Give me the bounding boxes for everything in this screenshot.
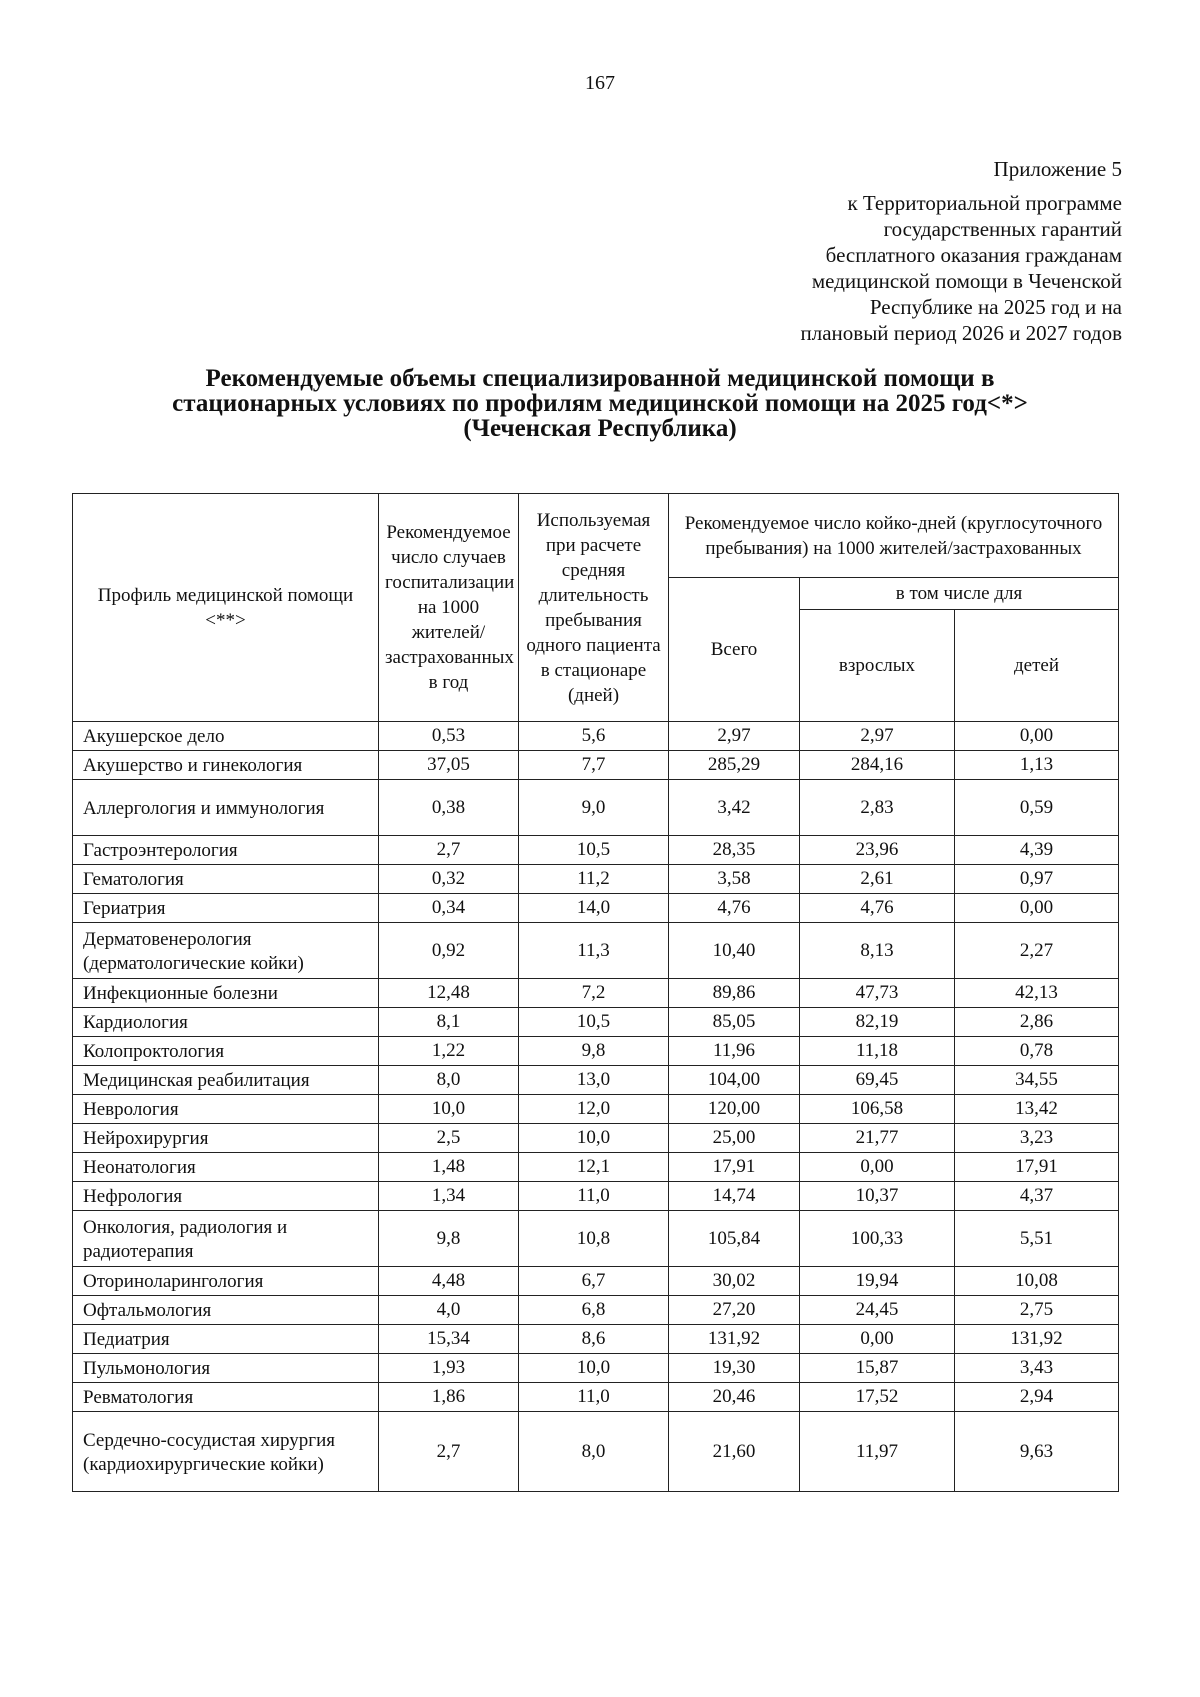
table-row xyxy=(73,1267,1119,1296)
adults-cell: 2,97 xyxy=(800,722,955,751)
page-number: 167 xyxy=(585,72,615,94)
profile-name-cell: Педиатрия xyxy=(73,1325,379,1354)
document-title xyxy=(100,366,1100,441)
adults-cell: 8,13 xyxy=(800,923,955,979)
cases-cell: 10,0 xyxy=(379,1095,519,1124)
header-avg-length: Используемая при расчете средняя длительность пребывания одного пациента в стационаре (дней) xyxy=(519,494,669,722)
table-row xyxy=(73,1095,1119,1124)
cases-cell: 8,1 xyxy=(379,1008,519,1037)
avg-cell: 10,5 xyxy=(519,1008,669,1037)
cases-cell: 1,48 xyxy=(379,1153,519,1182)
adults-cell: 21,77 xyxy=(800,1124,955,1153)
children-cell: 10,08 xyxy=(955,1267,1119,1296)
adults-cell: 106,58 xyxy=(800,1095,955,1124)
volumes-table xyxy=(72,493,1119,1492)
appendix-line: медицинской помощи в Чеченской xyxy=(811,269,1122,293)
profile-name-cell: Гематология xyxy=(73,865,379,894)
profile-name-cell: Гастроэнтерология xyxy=(73,836,379,865)
adults-cell: 47,73 xyxy=(800,979,955,1008)
profile-name-cell: Гериатрия xyxy=(73,894,379,923)
children-cell: 42,13 xyxy=(955,979,1119,1008)
total-cell: 4,76 xyxy=(669,894,800,923)
total-cell: 2,97 xyxy=(669,722,800,751)
children-cell: 1,13 xyxy=(955,751,1119,780)
avg-cell: 5,6 xyxy=(519,722,669,751)
table-row xyxy=(73,923,1119,979)
appendix-line: к Территориальной программе xyxy=(847,191,1122,215)
total-cell: 11,96 xyxy=(669,1037,800,1066)
adults-cell: 10,37 xyxy=(800,1182,955,1211)
children-cell: 0,00 xyxy=(955,722,1119,751)
cases-cell: 12,48 xyxy=(379,979,519,1008)
header-including: в том числе для xyxy=(800,578,1119,610)
avg-cell: 11,0 xyxy=(519,1182,669,1211)
avg-cell: 10,8 xyxy=(519,1211,669,1267)
profile-name-cell: Кардиология xyxy=(73,1008,379,1037)
avg-cell: 6,7 xyxy=(519,1267,669,1296)
table-row xyxy=(73,1008,1119,1037)
table-row xyxy=(73,1124,1119,1153)
total-cell: 285,29 xyxy=(669,751,800,780)
avg-cell: 12,1 xyxy=(519,1153,669,1182)
total-cell: 104,00 xyxy=(669,1066,800,1095)
adults-cell: 2,61 xyxy=(800,865,955,894)
adults-cell: 69,45 xyxy=(800,1066,955,1095)
children-cell: 4,37 xyxy=(955,1182,1119,1211)
cases-cell: 37,05 xyxy=(379,751,519,780)
profile-name-cell: Офтальмология xyxy=(73,1296,379,1325)
appendix-line: плановый период 2026 и 2027 годов xyxy=(800,321,1122,345)
avg-cell: 14,0 xyxy=(519,894,669,923)
children-cell: 2,27 xyxy=(955,923,1119,979)
table-row xyxy=(73,751,1119,780)
avg-cell: 7,2 xyxy=(519,979,669,1008)
cases-cell: 0,53 xyxy=(379,722,519,751)
cases-cell: 1,34 xyxy=(379,1182,519,1211)
table-row xyxy=(73,1182,1119,1211)
table-row xyxy=(73,1066,1119,1095)
profile-name-cell: Ревматология xyxy=(73,1383,379,1412)
header-cases: Рекомендуемое число случаев госпитализации на 1000 жителей/застрахованных в год xyxy=(379,494,519,722)
adults-cell: 24,45 xyxy=(800,1296,955,1325)
total-cell: 3,58 xyxy=(669,865,800,894)
table-row xyxy=(73,979,1119,1008)
table-row xyxy=(73,1296,1119,1325)
table-row xyxy=(73,1325,1119,1354)
children-cell: 0,00 xyxy=(955,894,1119,923)
profile-name-cell: Медицинская реабилитация xyxy=(73,1066,379,1095)
children-cell: 2,94 xyxy=(955,1383,1119,1412)
avg-cell: 11,3 xyxy=(519,923,669,979)
avg-cell: 9,0 xyxy=(519,780,669,836)
cases-cell: 15,34 xyxy=(379,1325,519,1354)
cases-cell: 0,34 xyxy=(379,894,519,923)
total-cell: 30,02 xyxy=(669,1267,800,1296)
header-adults: взрослых xyxy=(800,610,955,722)
cases-cell: 1,93 xyxy=(379,1354,519,1383)
profile-name-cell: Акушерство и гинекология xyxy=(73,751,379,780)
table-row xyxy=(73,722,1119,751)
table-row xyxy=(73,1354,1119,1383)
total-cell: 105,84 xyxy=(669,1211,800,1267)
title-line: (Чеченская Республика) xyxy=(463,415,737,442)
appendix-line: государственных гарантий xyxy=(883,217,1122,241)
cases-cell: 9,8 xyxy=(379,1211,519,1267)
avg-cell: 10,5 xyxy=(519,836,669,865)
title-line: Рекомендуемые объемы специализированной медицинской помощи в xyxy=(205,365,995,392)
table-header xyxy=(73,494,1119,722)
children-cell: 5,51 xyxy=(955,1211,1119,1267)
header-bed-days: Рекомендуемое число койко-дней (круглосуточного пребывания) на 1000 жителей/застрахованных xyxy=(669,494,1119,578)
table-row xyxy=(73,1211,1119,1267)
header-children: детей xyxy=(955,610,1119,722)
cases-cell: 8,0 xyxy=(379,1066,519,1095)
profile-name-cell: Аллергология и иммунология xyxy=(73,780,379,836)
profile-name-cell: Онкология, радиология и радиотерапия xyxy=(73,1211,379,1267)
profile-name-cell: Неонатология xyxy=(73,1153,379,1182)
children-cell: 17,91 xyxy=(955,1153,1119,1182)
adults-cell: 11,97 xyxy=(800,1412,955,1492)
total-cell: 27,20 xyxy=(669,1296,800,1325)
table-row xyxy=(73,1383,1119,1412)
avg-cell: 12,0 xyxy=(519,1095,669,1124)
profile-name-cell: Нейрохирургия xyxy=(73,1124,379,1153)
cases-cell: 0,92 xyxy=(379,923,519,979)
appendix-line: бесплатного оказания гражданам xyxy=(825,243,1122,267)
children-cell: 3,23 xyxy=(955,1124,1119,1153)
children-cell: 131,92 xyxy=(955,1325,1119,1354)
children-cell: 0,97 xyxy=(955,865,1119,894)
adults-cell: 284,16 xyxy=(800,751,955,780)
adults-cell: 100,33 xyxy=(800,1211,955,1267)
total-cell: 89,86 xyxy=(669,979,800,1008)
total-cell: 21,60 xyxy=(669,1412,800,1492)
children-cell: 2,75 xyxy=(955,1296,1119,1325)
adults-cell: 0,00 xyxy=(800,1153,955,1182)
avg-cell: 10,0 xyxy=(519,1354,669,1383)
cases-cell: 2,7 xyxy=(379,836,519,865)
children-cell: 0,59 xyxy=(955,780,1119,836)
adults-cell: 0,00 xyxy=(800,1325,955,1354)
avg-cell: 11,0 xyxy=(519,1383,669,1412)
total-cell: 131,92 xyxy=(669,1325,800,1354)
profile-name-cell: Пульмонология xyxy=(73,1354,379,1383)
avg-cell: 11,2 xyxy=(519,865,669,894)
children-cell: 2,86 xyxy=(955,1008,1119,1037)
appendix-line: Республике на 2025 год и на xyxy=(869,295,1122,319)
adults-cell: 11,18 xyxy=(800,1037,955,1066)
table-row xyxy=(73,1037,1119,1066)
cases-cell: 0,32 xyxy=(379,865,519,894)
appendix-label: Приложение 5 xyxy=(993,157,1122,181)
table-row xyxy=(73,836,1119,865)
profile-name-cell: Колопроктология xyxy=(73,1037,379,1066)
adults-cell: 15,87 xyxy=(800,1354,955,1383)
table-row xyxy=(73,1412,1119,1492)
total-cell: 19,30 xyxy=(669,1354,800,1383)
total-cell: 3,42 xyxy=(669,780,800,836)
cases-cell: 1,86 xyxy=(379,1383,519,1412)
profile-name-cell: Акушерское дело xyxy=(73,722,379,751)
adults-cell: 82,19 xyxy=(800,1008,955,1037)
table-row xyxy=(73,780,1119,836)
total-cell: 85,05 xyxy=(669,1008,800,1037)
avg-cell: 6,8 xyxy=(519,1296,669,1325)
adults-cell: 19,94 xyxy=(800,1267,955,1296)
cases-cell: 2,7 xyxy=(379,1412,519,1492)
avg-cell: 8,0 xyxy=(519,1412,669,1492)
total-cell: 14,74 xyxy=(669,1182,800,1211)
avg-cell: 13,0 xyxy=(519,1066,669,1095)
adults-cell: 4,76 xyxy=(800,894,955,923)
header-profile: Профиль медицинской помощи <**> xyxy=(73,494,379,722)
adults-cell: 2,83 xyxy=(800,780,955,836)
cases-cell: 4,48 xyxy=(379,1267,519,1296)
title-line: стационарных условиях по профилям медицинской помощи на 2025 год<*> xyxy=(172,390,1028,417)
profile-name-cell: Дерматовенерология (дерматологические койки) xyxy=(73,923,379,979)
children-cell: 4,39 xyxy=(955,836,1119,865)
table-row xyxy=(73,894,1119,923)
profile-name-cell: Оториноларингология xyxy=(73,1267,379,1296)
total-cell: 120,00 xyxy=(669,1095,800,1124)
avg-cell: 9,8 xyxy=(519,1037,669,1066)
total-cell: 17,91 xyxy=(669,1153,800,1182)
table-row xyxy=(73,1153,1119,1182)
avg-cell: 8,6 xyxy=(519,1325,669,1354)
avg-cell: 7,7 xyxy=(519,751,669,780)
profile-name-cell: Сердечно-сосудистая хирургия (кардиохирургические койки) xyxy=(73,1412,379,1492)
total-cell: 20,46 xyxy=(669,1383,800,1412)
cases-cell: 0,38 xyxy=(379,780,519,836)
profile-name-cell: Нефрология xyxy=(73,1182,379,1211)
total-cell: 10,40 xyxy=(669,923,800,979)
children-cell: 34,55 xyxy=(955,1066,1119,1095)
avg-cell: 10,0 xyxy=(519,1124,669,1153)
table-body xyxy=(73,722,1119,1492)
children-cell: 9,63 xyxy=(955,1412,1119,1492)
children-cell: 3,43 xyxy=(955,1354,1119,1383)
children-cell: 13,42 xyxy=(955,1095,1119,1124)
appendix-block xyxy=(562,156,1122,346)
cases-cell: 1,22 xyxy=(379,1037,519,1066)
table-row xyxy=(73,865,1119,894)
header-total: Всего xyxy=(669,578,800,722)
cases-cell: 4,0 xyxy=(379,1296,519,1325)
profile-name-cell: Неврология xyxy=(73,1095,379,1124)
total-cell: 28,35 xyxy=(669,836,800,865)
children-cell: 0,78 xyxy=(955,1037,1119,1066)
cases-cell: 2,5 xyxy=(379,1124,519,1153)
adults-cell: 17,52 xyxy=(800,1383,955,1412)
profile-name-cell: Инфекционные болезни xyxy=(73,979,379,1008)
adults-cell: 23,96 xyxy=(800,836,955,865)
total-cell: 25,00 xyxy=(669,1124,800,1153)
